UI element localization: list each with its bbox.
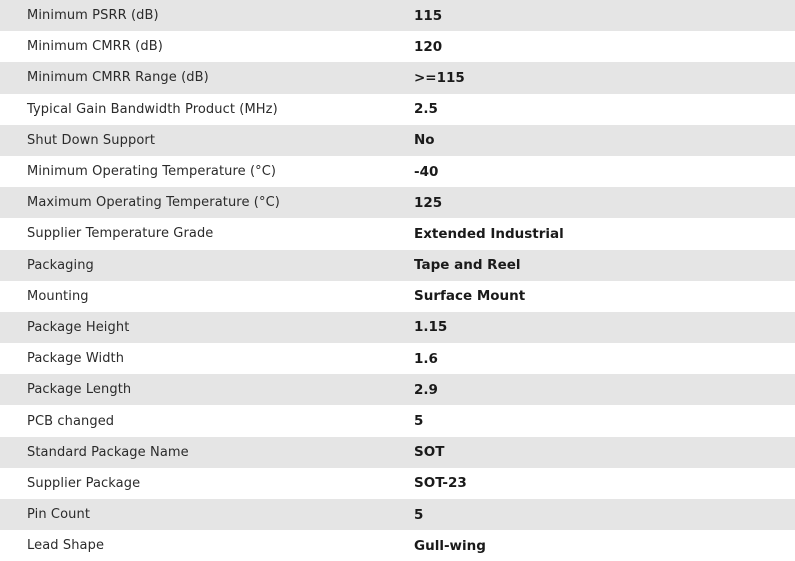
spec-label: Package Width	[27, 351, 125, 367]
table-row	[0, 187, 795, 218]
spec-label: Minimum CMRR Range (dB)	[27, 70, 209, 86]
table-row	[0, 281, 795, 312]
table-row	[0, 468, 795, 499]
spec-value: 2.5	[414, 101, 438, 118]
spec-value: 5	[414, 506, 424, 523]
table-row	[0, 0, 795, 31]
spec-label: Supplier Temperature Grade	[27, 226, 214, 242]
table-row	[0, 156, 795, 187]
spec-label: Minimum CMRR (dB)	[27, 39, 163, 55]
table-row	[0, 530, 795, 561]
spec-value: SOT-23	[414, 475, 467, 492]
spec-label: Packaging	[27, 257, 94, 273]
table-row	[0, 62, 795, 93]
spec-value: 1.6	[414, 350, 438, 367]
spec-value: 5	[414, 413, 424, 430]
table-row	[0, 405, 795, 436]
spec-label: Pin Count	[27, 507, 91, 523]
spec-value: SOT	[414, 444, 445, 461]
spec-value: Gull-wing	[414, 537, 486, 554]
spec-value: 125	[414, 194, 443, 211]
spec-label: Typical Gain Bandwidth Product (MHz)	[27, 101, 278, 117]
table-row	[0, 250, 795, 281]
spec-label: Supplier Package	[27, 475, 141, 491]
spec-label: Minimum PSRR (dB)	[27, 8, 159, 24]
table-row	[0, 499, 795, 530]
spec-value: 2.9	[414, 381, 438, 398]
spec-value: >=115	[414, 69, 465, 86]
spec-label: Package Height	[27, 319, 130, 335]
table-row	[0, 218, 795, 249]
spec-value: -40	[414, 163, 439, 180]
table-row	[0, 437, 795, 468]
table-row	[0, 94, 795, 125]
spec-label: Lead Shape	[27, 538, 105, 554]
spec-value: Extended Industrial	[414, 225, 564, 242]
table-row	[0, 374, 795, 405]
spec-value: No	[414, 132, 435, 149]
spec-value: 1.15	[414, 319, 448, 336]
table-row	[0, 343, 795, 374]
table-row	[0, 31, 795, 62]
spec-label: PCB changed	[27, 413, 115, 429]
table-row	[0, 125, 795, 156]
spec-label: Shut Down Support	[27, 132, 156, 148]
spec-label: Minimum Operating Temperature (°C)	[27, 164, 277, 180]
table-row	[0, 312, 795, 343]
spec-label: Maximum Operating Temperature (°C)	[27, 195, 280, 211]
spec-value: Tape and Reel	[414, 257, 521, 274]
spec-label: Package Length	[27, 382, 132, 398]
spec-value: Surface Mount	[414, 288, 526, 305]
spec-label: Mounting	[27, 288, 89, 304]
spec-value: 120	[414, 38, 443, 55]
spec-label: Standard Package Name	[27, 444, 189, 460]
spec-value: 115	[414, 7, 443, 24]
